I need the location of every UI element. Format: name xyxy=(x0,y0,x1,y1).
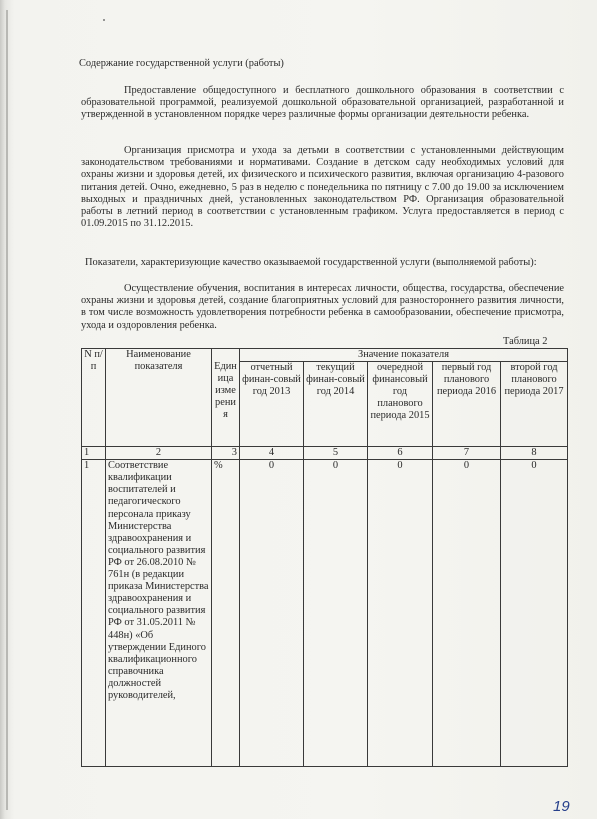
row-value-2014: 0 xyxy=(304,460,368,767)
indicators-heading: Показатели, характеризующие качество оказываемой государственной услуги (выполняемой работы): xyxy=(85,257,537,268)
paragraph-indicators: Осуществление обучения, воспитания в интересах личности, общества, государства, обеспечение охраны жизни и здоровья детей, создание благоприятных условий для разностороннего развития личности, в том числе возможность удовлетворения потребности ребенка в самообразовании, обеспечение присмотра, ухода и оздоровления ребенка. xyxy=(81,283,564,331)
table-row xyxy=(82,460,568,767)
header-year-2014: текущий финан-совый год 2014 xyxy=(304,362,368,447)
col-number: 8 xyxy=(501,447,568,460)
paragraph-education: Предоставление общедоступного и бесплатного дошкольного образования в соответствии с образовательной программой, реализуемой дошкольной образовательной организацией, разработанной и утвержденной в установленном порядке через различные формы организации деятельности ребенка. xyxy=(81,85,564,121)
col-number: 1 xyxy=(82,447,106,460)
col-number: 4 xyxy=(240,447,304,460)
header-value: Значение показателя xyxy=(240,349,568,362)
row-unit: % xyxy=(212,460,240,767)
header-year-2016: первый год планового периода 2016 xyxy=(433,362,501,447)
col-number: 7 xyxy=(433,447,501,460)
header-year-2017: второй год планового периода 2017 xyxy=(501,362,568,447)
paragraph-care: Организация присмотра и ухода за детьми в соответствии с установленными действующим законодательством требованиями и нормативами. Создание в детском саду необходимых условий для охраны жизни и здоровья детей, их физического и психического развития, включая организацию 4-разового питания детей. Очно, ежедневно, 5 раз в неделю с понедельника по пятницу с 7.00 до 19.00 за исключением выходных и праздничных дней, установленных законодательством РФ. Организация образовательной работы в летний период в соответствии с установленным графиком. Услуга предоставляется в период с 01.09.2015 по 31.12.2015. xyxy=(81,145,564,230)
header-year-2013: отчетный финан-совый год 2013 xyxy=(240,362,304,447)
col-number: 6 xyxy=(368,447,433,460)
col-number: 3 xyxy=(212,447,240,460)
row-num: 1 xyxy=(82,460,106,767)
indicators-table xyxy=(81,348,568,767)
row-value-2015: 0 xyxy=(368,460,433,767)
header-num: N п/п xyxy=(82,349,106,447)
scan-speck xyxy=(103,19,105,21)
table-label: Таблица 2 xyxy=(503,336,548,347)
col-number: 2 xyxy=(106,447,212,460)
header-indicator-name: Наименование показателя xyxy=(106,349,212,447)
header-year-2015: очередной финансовый год планового периода 2015 xyxy=(368,362,433,447)
row-value-2013: 0 xyxy=(240,460,304,767)
row-indicator-name: Соответствие квалификации воспитателей и педагогического персонала приказу Министерства здравоохранения и социального развития РФ от 26.08.2010 № 761н (в редакции приказа Министерства здравоохранения и социального развития РФ от 31.05.2011 № 448н) «Об утверждении Единого квалификационного справочника должностей руководителей, xyxy=(106,460,212,767)
table-header-row xyxy=(82,349,568,362)
section-heading: Содержание государственной услуги (работы) xyxy=(79,58,284,69)
column-number-row xyxy=(82,447,568,460)
row-value-2017: 0 xyxy=(501,460,568,767)
header-unit: Единица измерения xyxy=(212,349,240,447)
page-number: 19 xyxy=(553,798,570,815)
page-edge xyxy=(6,10,8,810)
row-value-2016: 0 xyxy=(433,460,501,767)
col-number: 5 xyxy=(304,447,368,460)
